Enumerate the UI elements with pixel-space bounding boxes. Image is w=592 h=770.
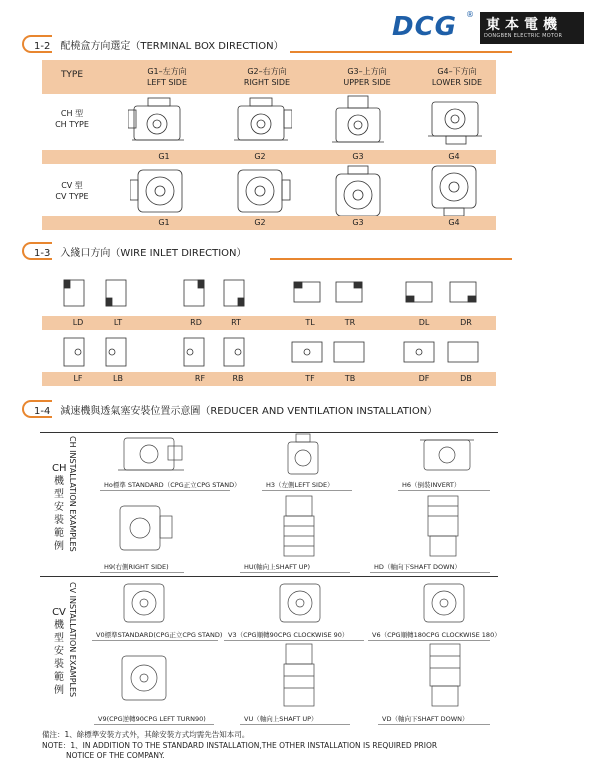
ch-h3-diagram: [284, 432, 324, 478]
cv-side-label-cn: CV機型安裝範例: [52, 607, 66, 696]
company-name-cn: 東本電機: [486, 17, 562, 33]
wire-inlet-row2-diagrams: [42, 334, 496, 370]
caption-cv-vu: VU（軸向上SHAFT UP）: [244, 715, 318, 723]
cv-v3-diagram: [276, 578, 326, 626]
cv-g1-motor-diagram: [130, 166, 194, 216]
section-title-text: 1-3 入綫口方向（WIRE INLET DIRECTION）: [34, 248, 247, 259]
cv-side-label-en: CV INSTALLATION EXAMPLES: [68, 582, 77, 698]
note-en-line2: NOTICE OF THE COMPANY.: [66, 751, 165, 760]
ch-g4-motor-diagram: [424, 96, 488, 146]
type-header: TYPE: [60, 70, 84, 80]
section-title-text: 1-2 配橈盒方向選定（TERMINAL BOX DIRECTION）: [34, 41, 284, 52]
wire-inlet-row1-diagrams: [42, 276, 496, 312]
ch-g2-motor-diagram: [228, 96, 292, 146]
caption-ch-hu: HU(軸向上SHAFT UP): [244, 563, 311, 571]
cv-g3-motor-diagram: [330, 164, 386, 218]
ch-side-label-en: CH INSTALLATION EXAMPLES: [68, 436, 77, 552]
terminal-box-ch-labels: G1 G2 G3 G4: [42, 150, 496, 164]
col-g2-header: G2–右方向 RIGHT SIDE: [243, 67, 291, 87]
cv-v0-diagram: [120, 580, 170, 626]
logo-text: DCG: [392, 12, 458, 42]
caption-ch-h6: H6（倒裝INVERT）: [402, 481, 461, 489]
ch-h6-diagram: [418, 436, 478, 476]
ch-h0-diagram: [118, 432, 188, 476]
col-g4-header: G4–下方向 LOWER SIDE: [431, 67, 483, 87]
col-g1-header: G1–左方向 LEFT SIDE: [146, 67, 188, 87]
caption-ch-h3: H3（左側LEFT SIDE）: [266, 481, 334, 489]
cv-vd-diagram: [426, 642, 466, 710]
registered-mark: ®: [466, 10, 474, 19]
row-cv-type: CV 型 CV TYPE: [55, 181, 89, 201]
ch-g3-motor-diagram: [328, 94, 388, 148]
caption-cv-v0: V0標準STANDARD(CPG正立CPG STAND): [96, 631, 223, 639]
wire-inlet-row1-labels: LD LT RD RT TL TR DL DR: [42, 316, 496, 330]
col-g3-header: G3–上方向 UPPER SIDE: [343, 67, 391, 87]
note-en-line1: NOTE：1、IN ADDITION TO THE STANDARD INSTALLATION,THE OTHER INSTALLATION IS REQUIRED PRIOR: [42, 741, 438, 750]
section-wire-inlet-title: [22, 242, 522, 260]
cv-vu-diagram: [280, 642, 320, 710]
wire-inlet-row2-labels: LF LB RF RB TF TB DF DB: [42, 372, 496, 386]
caption-cv-v6: V6（CPG順轉180CPG CLOCKWISE 180）: [372, 631, 501, 639]
cv-v6-diagram: [420, 578, 470, 626]
ch-hd-diagram: [424, 494, 464, 560]
note-cn: 備注：1、餘標準安裝方式外，其餘安裝方式均需先告知本司。: [42, 730, 250, 739]
ch-side-label-cn: CH機型安裝範例: [52, 463, 67, 552]
ch-g1-motor-diagram: [128, 96, 192, 146]
caption-cv-v3: V3（CPG順轉90CPG CLOCKWISE 90）: [228, 631, 349, 639]
caption-ch-hd: HD（軸向下SHAFT DOWN）: [374, 563, 461, 571]
section-terminal-box-title: [22, 35, 522, 53]
cv-v9-diagram: [116, 648, 176, 708]
cv-g4-motor-diagram: [426, 164, 482, 218]
terminal-box-cv-labels: G1 G2 G3 G4: [42, 216, 496, 230]
caption-cv-v9: V9(CPG逆轉90CPG LEFT TURN90): [98, 715, 206, 723]
row-ch-type: CH 型 CH TYPE: [55, 109, 89, 129]
ch-h9-diagram: [116, 500, 176, 558]
caption-cv-vd: VD（軸向下SHAFT DOWN）: [382, 715, 469, 723]
caption-ch-h9: H9(右側RIGHT SIDE): [104, 563, 169, 571]
terminal-box-header: [42, 60, 496, 94]
section-installation-title: [22, 400, 522, 418]
caption-ch-h0: Ho標準 STANDARD（CPG正立CPG STAND）: [104, 481, 241, 489]
section-title-text: 1-4 減速機與透氣塞安裝位置示意圖（REDUCER AND VENTILATION INSTALLATION）: [34, 406, 438, 417]
company-name-en: DONGBEN ELECTRIC MOTOR: [484, 33, 563, 39]
cv-g2-motor-diagram: [228, 166, 292, 216]
ch-hu-diagram: [280, 494, 320, 560]
